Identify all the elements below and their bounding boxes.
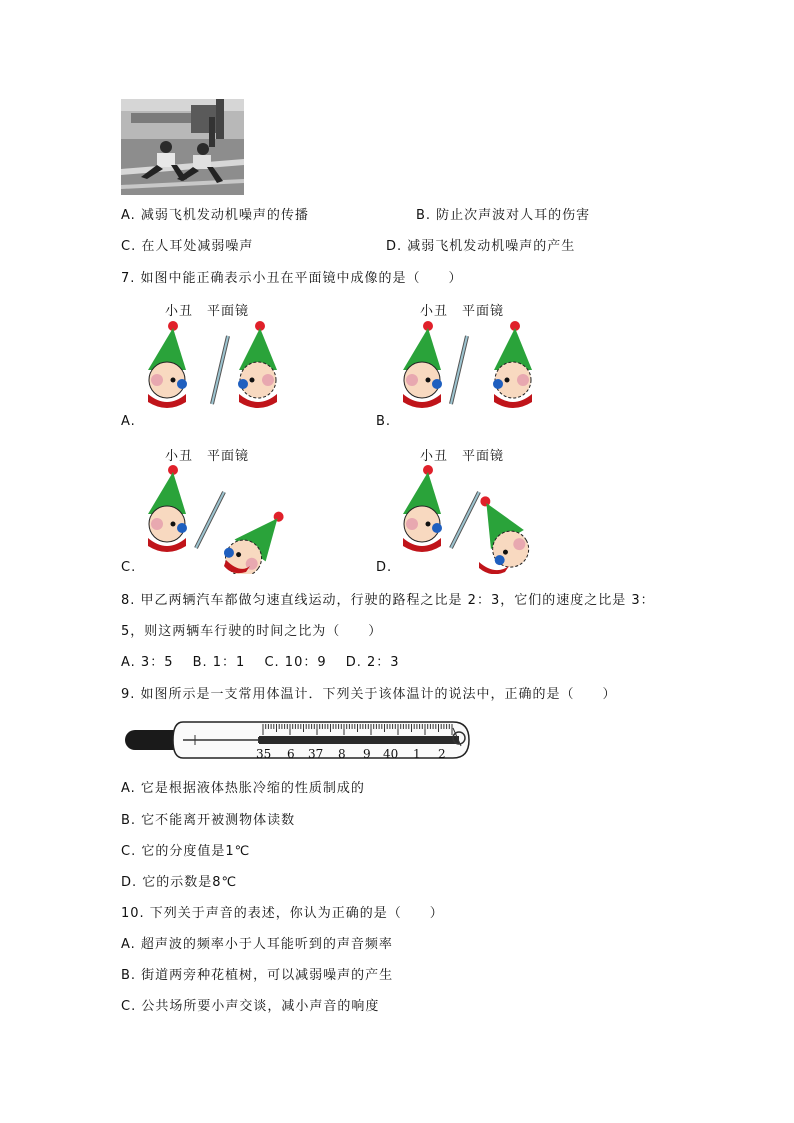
tick-1: 1 xyxy=(413,747,421,761)
tick-9: 9 xyxy=(363,747,371,761)
clown-label: 小丑 xyxy=(165,449,194,464)
q6-option-b: B. 防止次声波对人耳的伤害 xyxy=(416,208,591,223)
tick-40: 40 xyxy=(383,747,399,761)
clown-label: 小丑 xyxy=(420,449,449,464)
q7-option-a: A. xyxy=(121,414,136,429)
q7-question: 7. 如图中能正确表示小丑在平面镜中成像的是（ ） xyxy=(121,271,463,286)
figure-d xyxy=(395,462,545,578)
tick-8: 8 xyxy=(338,747,346,761)
figure-a xyxy=(140,318,290,412)
q7-option-d: D. xyxy=(376,560,393,575)
tick-6: 6 xyxy=(287,747,295,761)
q8-question-line1: 8. 甲乙两辆汽车都做匀速直线运动，行驶的路程之比是 2：3，它们的速度之比是 3： xyxy=(121,593,655,608)
clown-label: 小丑 xyxy=(165,304,194,319)
thermometer xyxy=(123,716,473,768)
q8-question-line2: 5，则这两辆车行驶的时间之比为（ ） xyxy=(121,624,383,639)
mirror-label: 平面镜 xyxy=(462,304,505,319)
q7-option-c: C. xyxy=(121,560,137,575)
q9-option-d: D. 它的示数是8℃ xyxy=(121,875,238,890)
q9-option-b: B. 它不能离开被测物体读数 xyxy=(121,813,296,828)
q8-options: A. 3：5 B. 1：1 C. 10：9 D. 2：3 xyxy=(121,655,400,670)
q10-option-c: C. 公共场所要小声交谈，减小声音的响度 xyxy=(121,999,380,1014)
q9-option-a: A. 它是根据液体热胀冷缩的性质制成的 xyxy=(121,781,365,796)
mirror-label: 平面镜 xyxy=(207,449,250,464)
mirror-label: 平面镜 xyxy=(462,449,505,464)
q6-option-a: A. 减弱飞机发动机噪声的传播 xyxy=(121,208,309,223)
figure-c xyxy=(140,462,290,578)
mirror-label: 平面镜 xyxy=(207,304,250,319)
tick-37: 37 xyxy=(308,747,324,761)
q6-option-c: C. 在人耳处减弱噪声 xyxy=(121,239,254,254)
aircraft-deck-photo xyxy=(121,99,244,195)
tick-35: 35 xyxy=(256,747,272,761)
q6-option-d: D. 减弱飞机发动机噪声的产生 xyxy=(386,239,576,254)
q10-question: 10. 下列关于声音的表述，你认为正确的是（ ） xyxy=(121,906,444,921)
figure-b xyxy=(395,318,545,412)
q7-option-b: B. xyxy=(376,414,392,429)
q9-option-c: C. 它的分度值是1℃ xyxy=(121,844,251,859)
tick-2: 2 xyxy=(438,747,446,761)
q9-question: 9. 如图所示是一支常用体温计．下列关于该体温计的说法中，正确的是（ ） xyxy=(121,687,617,702)
clown-label: 小丑 xyxy=(420,304,449,319)
q10-option-b: B. 街道两旁种花植树，可以减弱噪声的产生 xyxy=(121,968,394,983)
q10-option-a: A. 超声波的频率小于人耳能听到的声音频率 xyxy=(121,937,393,952)
